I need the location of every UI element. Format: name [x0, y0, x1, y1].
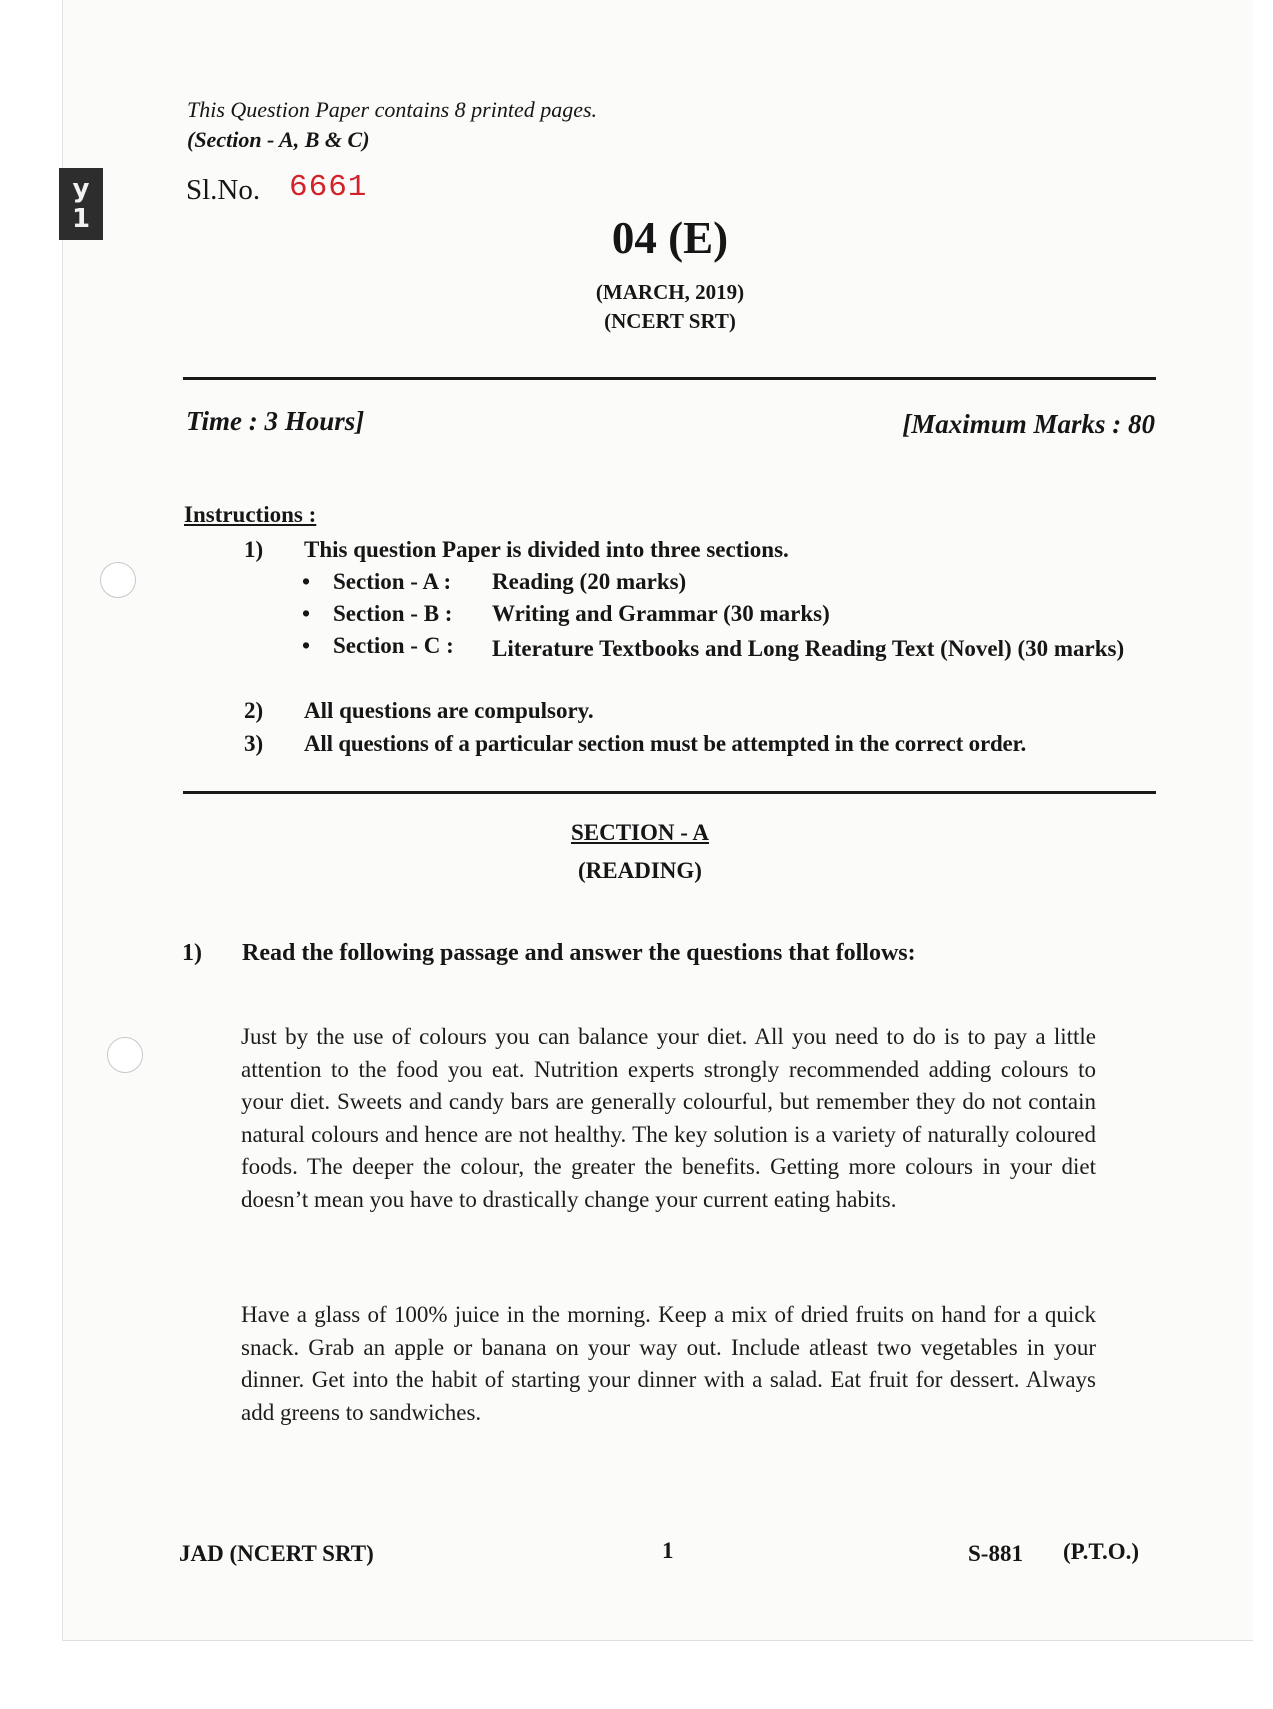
- section-desc-b: Writing and Grammar (30 marks): [492, 601, 830, 626]
- instruction-num-1: 1): [244, 537, 264, 562]
- max-marks-label: [Maximum Marks : 80: [902, 409, 1155, 439]
- section-label-b: Section - B :: [333, 601, 453, 626]
- footer-page-number: 1: [662, 1538, 674, 1563]
- instruction-text-3: All questions of a particular section must be attempted in the correct order.: [304, 731, 1027, 756]
- exam-date: (MARCH, 2019): [595, 280, 745, 304]
- section-desc-c: Literature Textbooks and Long Reading Text (Novel) (30 marks): [492, 636, 1125, 661]
- footer-pto: (P.T.O.): [1063, 1539, 1140, 1564]
- section-desc-a: Reading (20 marks): [492, 569, 687, 594]
- pages-note: This Question Paper contains 8 printed pages.: [187, 97, 598, 122]
- punch-hole-bottom: [107, 1037, 143, 1073]
- passage-paragraph-1: Just by the use of colours you can balance your diet. All you need to do is to pay a little attention to the food you eat. Nutrition experts strongly recommended adding colours to your diet. Sweets and candy bars are generally colourful, but remember they do not contain natural colours and hence are not healthy. The key solution is a variety of naturally coloured foods. The deeper the colour, the greater the benefits. Getting more colours in your diet doesn’t mean you have to drastically change your current eating habits.: [241, 1024, 1096, 1212]
- punch-hole-top: [100, 562, 136, 598]
- footer-left: JAD (NCERT SRT): [179, 1541, 374, 1566]
- serial-label: Sl.No.: [186, 174, 261, 206]
- section-a-title: SECTION - A: [570, 820, 710, 845]
- side-tab-bottom: 1: [71, 204, 91, 234]
- paper-code: 04 (E): [611, 213, 729, 263]
- side-tab: [59, 168, 103, 240]
- section-bullet-a: •: [302, 569, 311, 594]
- section-bullet-c: •: [302, 633, 311, 658]
- exam-board: (NCERT SRT): [604, 309, 736, 333]
- instructions-heading: Instructions :: [184, 502, 317, 527]
- passage-paragraph-2: Have a glass of 100% juice in the morning. Keep a mix of dried fruits on hand for a quick snack. Grab an apple or banana on your way out. Include atleast two vegetables in your dinner. Get into the habit of starting your dinner with a salad. Eat fruit for dessert. Always add greens to sandwiches.: [241, 1302, 1096, 1425]
- instruction-num-3: 3): [244, 731, 264, 756]
- section-label-a: Section - A :: [333, 569, 452, 594]
- instruction-num-2: 2): [244, 698, 264, 723]
- divider-top: [183, 377, 1156, 380]
- footer-code: S-881: [968, 1541, 1023, 1566]
- divider-bottom: [183, 791, 1156, 794]
- question-1-num: 1): [182, 940, 202, 966]
- side-tab-top: y: [72, 174, 90, 204]
- serial-number: 6661: [289, 170, 368, 205]
- question-1-text: Read the following passage and answer the questions that follows:: [242, 940, 916, 966]
- section-a-subtitle: (READING): [578, 858, 702, 883]
- instruction-text-1: This question Paper is divided into three sections.: [304, 537, 789, 562]
- section-label-c: Section - C :: [333, 633, 454, 658]
- sections-note: (Section - A, B & C): [187, 127, 370, 152]
- instruction-text-2: All questions are compulsory.: [304, 698, 594, 723]
- section-bullet-b: •: [302, 601, 311, 626]
- time-label: Time : 3 Hours]: [186, 406, 365, 436]
